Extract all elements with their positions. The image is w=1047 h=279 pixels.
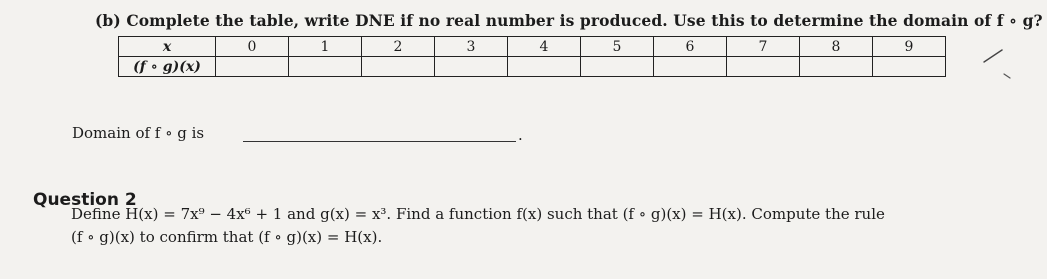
x-cell-1: 1 [289,37,362,57]
row-label-x: x [119,37,216,57]
fg-cell-4[interactable] [508,57,581,77]
domain-answer-line[interactable] [243,141,516,142]
x-cell-6: 6 [654,37,727,57]
fg-cell-0[interactable] [216,57,289,77]
x-cell-7: 7 [727,37,800,57]
fg-cell-1[interactable] [289,57,362,77]
part-b-label: (b) [95,11,121,30]
x-cell-8: 8 [800,37,873,57]
part-b-text: Complete the table, write DNE if no real number is produced. Use this to determine the domain of f ∘ g? [126,11,1043,30]
fg-cell-8[interactable] [800,57,873,77]
x-cell-2: 2 [362,37,435,57]
table-row-fg [119,57,946,77]
fg-cell-5[interactable] [581,57,654,77]
question-2-line-1: Define H(x) = 7x⁹ − 4x⁶ + 1 and g(x) = x³. Find a function f(x) such that (f ∘ g)(x) = H(x). Compute the rule [71,205,885,223]
fg-cell-6[interactable] [654,57,727,77]
part-b-instruction [95,11,1043,30]
row-label-fg: (f ∘ g)(x) [119,57,216,77]
x-cell-9: 9 [873,37,946,57]
pen-stroke-mark [980,44,1020,84]
fg-cell-9[interactable] [873,57,946,77]
question-2-line-2: (f ∘ g)(x) to confirm that (f ∘ g)(x) = H(x). [71,228,383,246]
fg-cell-7[interactable] [727,57,800,77]
domain-prompt [72,124,204,142]
question-2-title: Question 2 [33,190,137,210]
composition-table [118,36,946,77]
x-cell-4: 4 [508,37,581,57]
fg-cell-2[interactable] [362,57,435,77]
domain-prompt-text: Domain of f ∘ g is [72,124,205,142]
x-cell-0: 0 [216,37,289,57]
domain-period: . [518,126,523,144]
table-row-x [119,37,946,57]
fg-cell-3[interactable] [435,57,508,77]
x-cell-3: 3 [435,37,508,57]
x-cell-5: 5 [581,37,654,57]
